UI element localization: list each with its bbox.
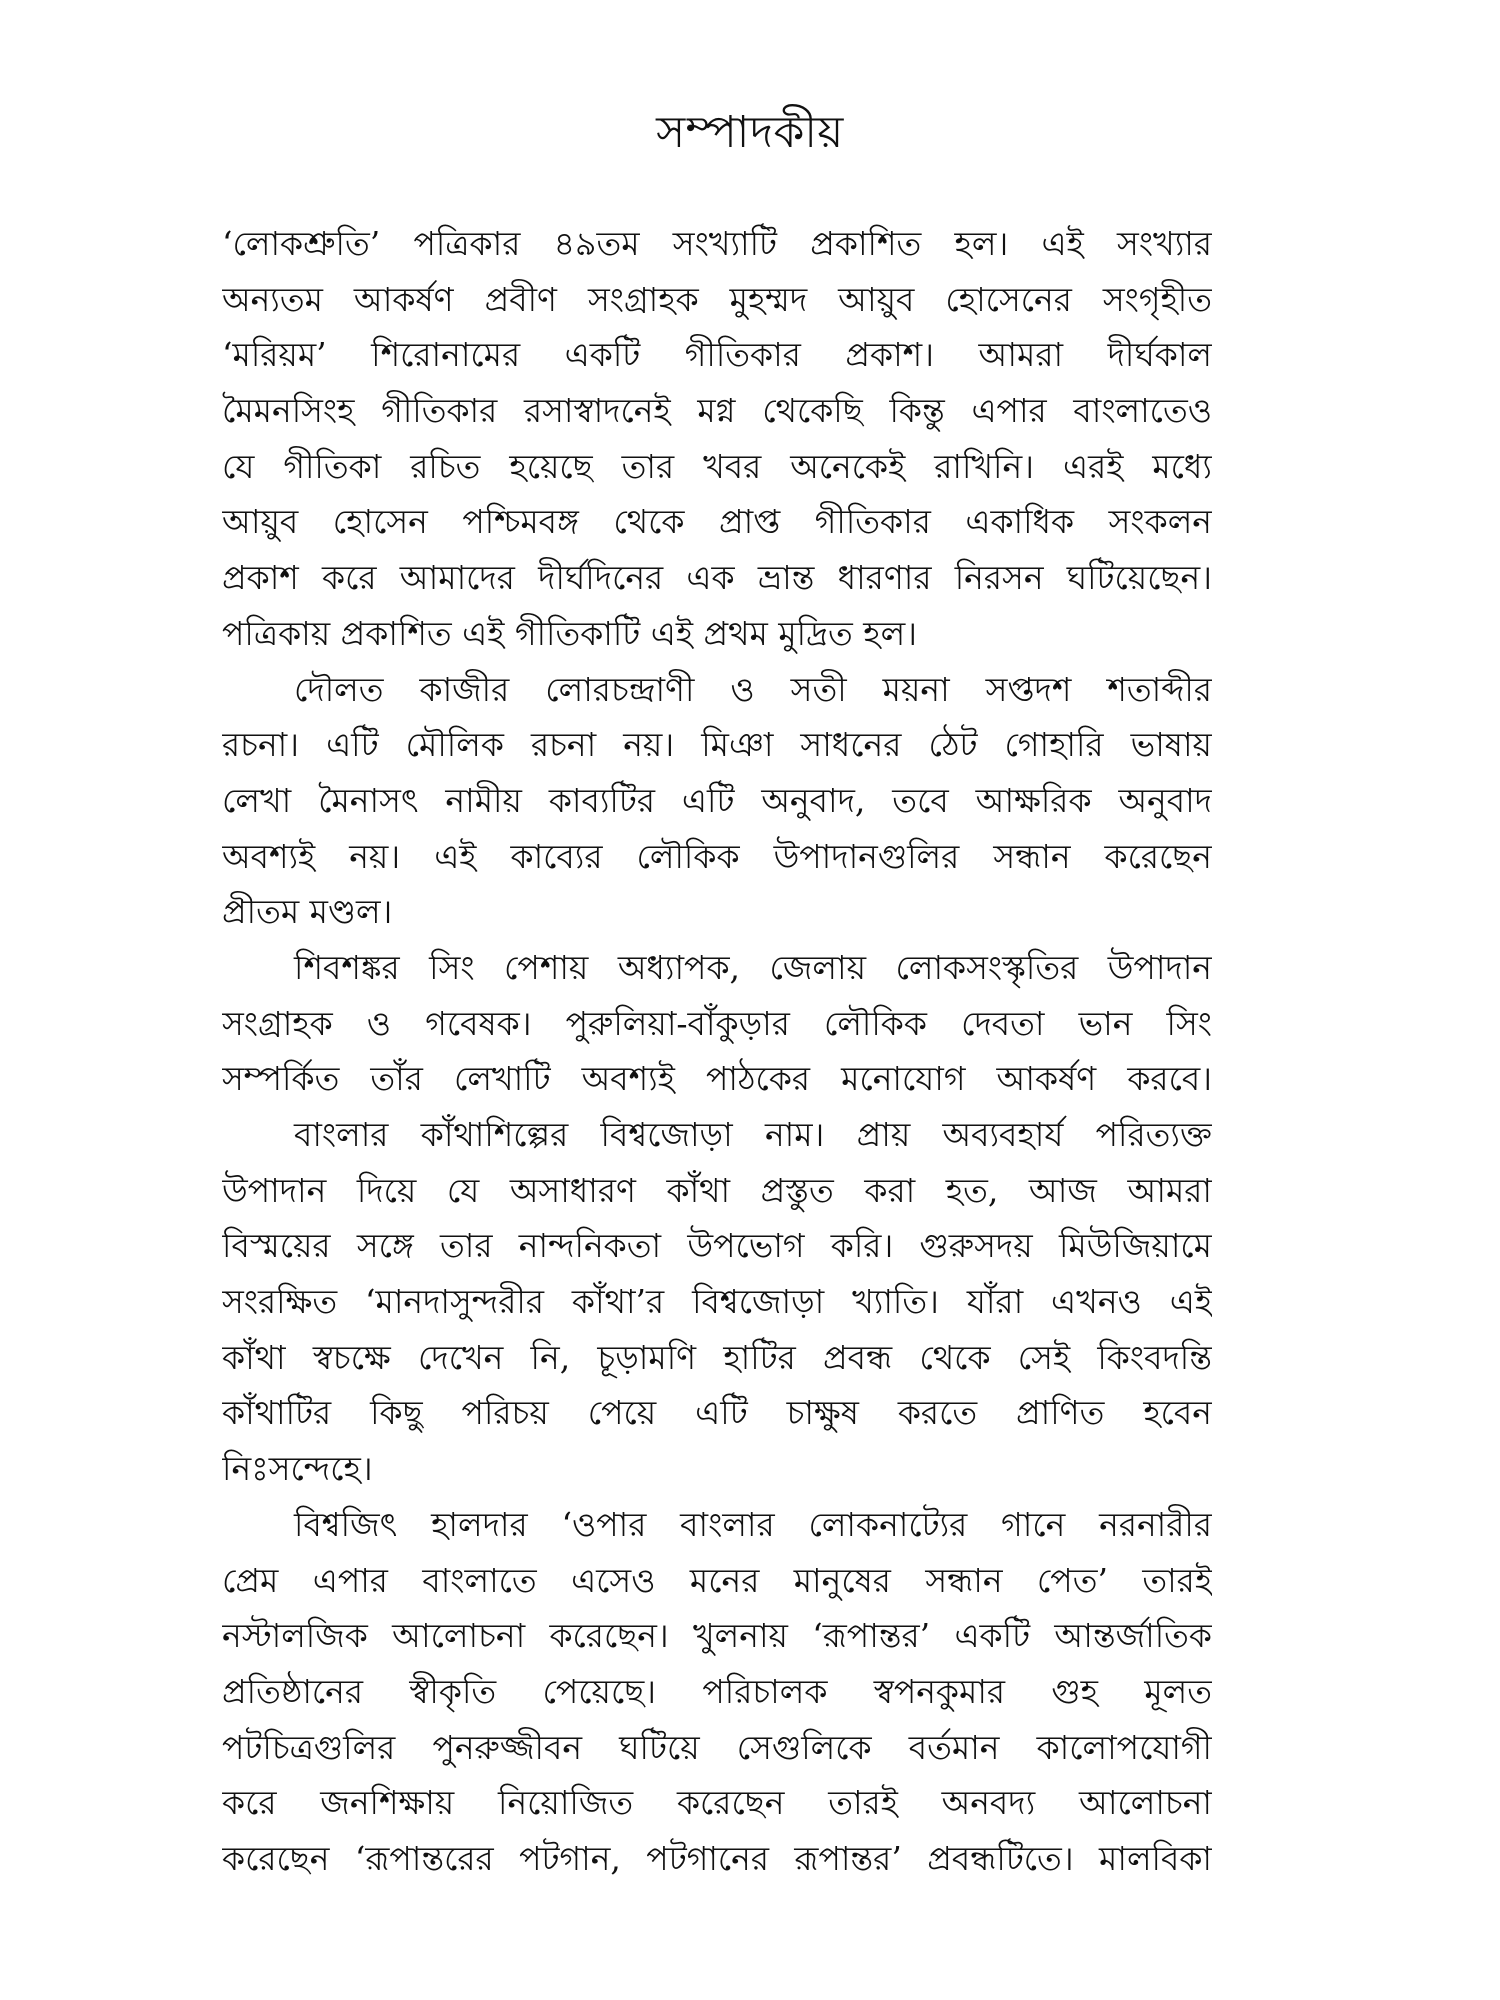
- text-line: পত্রিকায় প্রকাশিত এই গীতিকাটি এই প্রথম মুদ্রিত হল।: [222, 613, 918, 653]
- text-line: প্রীতম মণ্ডল।: [222, 892, 393, 932]
- text-line: সংরক্ষিত ‘মানদাসুন্দরীর কাঁথা’র বিশ্বজোড়া খ্যাতি। যাঁরা এখনও এই: [222, 1282, 1212, 1322]
- text-line: সংগ্রাহক ও গবেষক। পুরুলিয়া-বাঁকুড়ার লৌকিক দেবতা ভান সিং: [222, 1003, 1212, 1043]
- editorial-body: [222, 216, 1212, 1887]
- text-line: বিস্ময়ের সঙ্গে তার নান্দনিকতা উপভোগ করি। গুরুসদয় মিউজিয়ামে: [222, 1226, 1212, 1266]
- text-line: কাঁথা স্বচক্ষে দেখেন নি, চূড়ামণি হাটির প্রবন্ধ থেকে সেই কিংবদন্তি: [222, 1337, 1212, 1377]
- text-line: কাঁথাটির কিছু পরিচয় পেয়ে এটি চাক্ষুষ করতে প্রাণিত হবেন: [222, 1393, 1212, 1433]
- text-line: ‘মরিয়ম’ শিরোনামের একটি গীতিকার প্রকাশ। আমরা দীর্ঘকাল: [222, 335, 1212, 375]
- text-line: দৌলত কাজীর লোরচন্দ্রাণী ও সতী ময়না সপ্তদশ শতাব্দীর: [294, 669, 1212, 709]
- text-line: প্রকাশ করে আমাদের দীর্ঘদিনের এক ভ্রান্ত ধারণার নিরসন ঘটিয়েছেন।: [222, 558, 1212, 598]
- text-line: প্রেম এপার বাংলাতে এসেও মনের মানুষের সন্ধান পেত’ তারই: [222, 1560, 1212, 1600]
- text-line: উপাদান দিয়ে যে অসাধারণ কাঁথা প্রস্তুত করা হত, আজ আমরা: [222, 1170, 1212, 1210]
- text-line: ‘লোকশ্রুতি’ পত্রিকার ৪৯তম সংখ্যাটি প্রকাশিত হল। এই সংখ্যার: [222, 224, 1212, 263]
- text-line: বিশ্বজিৎ হালদার ‘ওপার বাংলার লোকনাট্যের গানে নরনারীর: [294, 1504, 1212, 1544]
- text-line: অন্যতম আকর্ষণ প্রবীণ সংগ্রাহক মুহম্মদ আয়ুব হোসেনের সংগৃহীত: [222, 279, 1212, 319]
- text-line: যে গীতিকা রচিত হয়েছে তার খবর অনেকেই রাখিনি। এরই মধ্যে: [222, 446, 1212, 486]
- text-line: আয়ুব হোসেন পশ্চিমবঙ্গ থেকে প্রাপ্ত গীতিকার একাধিক সংকলন: [222, 502, 1212, 542]
- text-line: করে জনশিক্ষায় নিয়োজিত করেছেন তারই অনবদ্য আলোচনা: [222, 1783, 1212, 1823]
- text-line: অবশ্যই নয়। এই কাব্যের লৌকিক উপাদানগুলির সন্ধান করেছেন: [222, 836, 1212, 876]
- page-title: সম্পাদকীয়: [656, 107, 844, 158]
- text-line: শিবশঙ্কর সিং পেশায় অধ্যাপক, জেলায় লোকসংস্কৃতির উপাদান: [294, 947, 1212, 987]
- text-line: মৈমনসিংহ গীতিকার রসাস্বাদনেই মগ্ন থেকেছি কিন্তু এপার বাংলাতেও: [222, 391, 1212, 431]
- text-line: নস্টালজিক আলোচনা করেছেন। খুলনায় ‘রূপান্তর’ একটি আন্তর্জাতিক: [222, 1616, 1212, 1656]
- text-line: বাংলার কাঁথাশিল্পের বিশ্বজোড়া নাম। প্রায় অব্যবহার্য পরিত্যক্ত: [294, 1115, 1212, 1154]
- text-line: সম্পর্কিত তাঁর লেখাটি অবশ্যই পাঠকের মনোযোগ আকর্ষণ করবে।: [222, 1059, 1212, 1099]
- text-line: রচনা। এটি মৌলিক রচনা নয়। মিঞা সাধনের ঠেট গোহারি ভাষায়: [222, 725, 1212, 765]
- text-line: নিঃসন্দেহে।: [222, 1449, 373, 1489]
- text-line: করেছেন ‘রূপান্তরের পটগান, পটগানের রূপান্তর’ প্রবন্ধটিতে। মালবিকা: [222, 1838, 1212, 1878]
- text-line: লেখা মৈনাসৎ নামীয় কাব্যটির এটি অনুবাদ, তবে আক্ষরিক অনুবাদ: [222, 780, 1212, 820]
- text-line: পটচিত্রগুলির পুনরুজ্জীবন ঘটিয়ে সেগুলিকে বর্তমান কালোপযোগী: [222, 1727, 1212, 1767]
- text-line: প্রতিষ্ঠানের স্বীকৃতি পেয়েছে। পরিচালক স্বপনকুমার গুহ মূলত: [222, 1671, 1212, 1711]
